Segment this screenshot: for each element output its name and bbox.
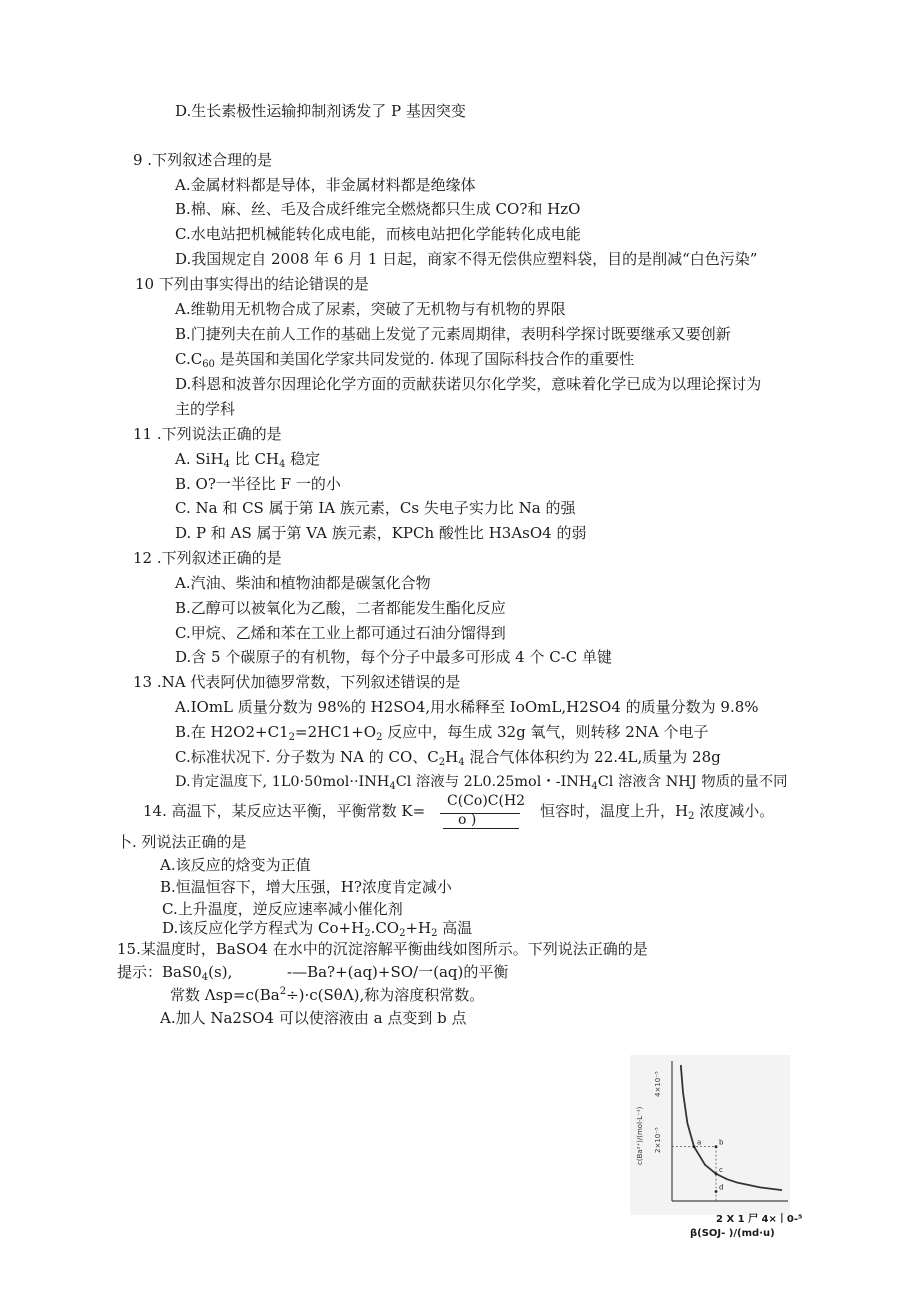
q15-hint-ksp bbox=[170, 985, 484, 1005]
q9-option-a: A.金属材料都是导体，非金属材料都是绝缘体 bbox=[175, 176, 476, 194]
q13b-s2: 2 bbox=[376, 732, 383, 743]
q11a-t1: A. SiH bbox=[175, 450, 224, 468]
q13c-t2: H bbox=[445, 748, 459, 766]
q10-option-d-cont: 主的学科 bbox=[175, 400, 236, 418]
q13-stem: 13 .NA 代表阿伏加德罗常数，下列叙述错误的是 bbox=[133, 673, 461, 691]
q13d-s2: 4 bbox=[591, 781, 598, 792]
q15-hint2-t2: ÷)·c(SθΛ),称为溶度积常数。 bbox=[286, 986, 485, 1004]
q15-hint-t1: 提示：BaS0 bbox=[117, 963, 202, 981]
q13b-t2: =2HC1+O bbox=[295, 723, 377, 741]
chart-y-tick-4e-5: 4×10⁻⁵ bbox=[654, 1071, 662, 1097]
q13b-t3: 反应中，每生成 32g 氧气，则转移 2NA 个电子 bbox=[382, 723, 709, 741]
q14D-s2: 2 bbox=[399, 928, 406, 939]
q10-stem: 10 下列由事实得出的结论错误的是 bbox=[135, 275, 369, 293]
q14-t3: 浓度减小。 bbox=[694, 802, 775, 820]
bas04-solubility-chart bbox=[630, 1055, 790, 1215]
q15-hint-s: 4 bbox=[201, 972, 209, 983]
q14-stem-line2: 卜. 列说法正确的是 bbox=[117, 833, 247, 851]
q12-option-d: D.含 5 个碳原子的有机物，每个分子中最多可形成 4 个 C-C 单键 bbox=[175, 648, 612, 666]
q10-option-c bbox=[175, 349, 634, 369]
q11a-s2: 4 bbox=[279, 459, 286, 470]
q12-option-c: C.甲烷、乙烯和苯在工业上都可通过石油分馏得到 bbox=[175, 624, 506, 642]
chart-point-label-b: b bbox=[719, 1138, 724, 1147]
q14D-t1: D.该反应化学方程式为 Co+H bbox=[162, 919, 365, 937]
q13-option-b bbox=[175, 722, 709, 742]
q11-option-d: D. P 和 AS 属于第 VA 族元素，KPCh 酸性比 H3AsO4 的弱 bbox=[175, 524, 587, 542]
q12-stem: 12 .下列叙述正确的是 bbox=[133, 549, 282, 567]
q11a-s1: 4 bbox=[223, 459, 230, 470]
chart-point-c bbox=[715, 1172, 718, 1175]
q13-option-c bbox=[175, 747, 721, 767]
q14D-s1: 2 bbox=[364, 928, 371, 939]
q15-hint-equilibrium: -—Ba?+(aq)+SO/一(aq)的平衡 bbox=[287, 963, 509, 981]
q9-stem: 9 .下列叙述合理的是 bbox=[133, 151, 273, 169]
q14-option-d bbox=[162, 918, 472, 938]
q14-fraction-bar bbox=[440, 813, 520, 814]
q11-option-b: B. O?一半径比 F 一的小 bbox=[175, 475, 341, 493]
q15-hint2-sup: 2 bbox=[279, 986, 287, 997]
q13-option-a: A.IOmL 质量分数为 98%的 H2SO4,用水稀释至 IoOmL,H2SO4 的质量分数为 9.8% bbox=[175, 698, 759, 716]
q12-option-a: A.汽油、柴油和植物油都是碳氢化合物 bbox=[175, 574, 431, 592]
q14-stem: 14. 高温下，某反应达平衡，平衡常数 K= bbox=[143, 802, 426, 820]
q13d-t3: Cl 溶液含 NHJ 物质的量不同 bbox=[597, 774, 788, 790]
q13b-s1: 2 bbox=[288, 732, 295, 743]
q15-hint-label bbox=[117, 962, 232, 982]
chart-point-label-d: d bbox=[719, 1183, 724, 1192]
chart-point-a bbox=[693, 1145, 696, 1148]
chart-point-d bbox=[715, 1190, 718, 1193]
q11a-t2: 比 CH bbox=[229, 450, 280, 468]
chart-y-tick-2e-5: 2×10⁻⁵ bbox=[654, 1127, 662, 1153]
q13d-s1: 4 bbox=[389, 781, 396, 792]
q14-stem-cont bbox=[540, 801, 774, 821]
q14-fraction-numerator: C(Co)C(H2 bbox=[447, 793, 526, 809]
q14-fraction-underline bbox=[443, 828, 519, 829]
chart-x-axis-label: β(SOJ- )/(md·u) bbox=[690, 1228, 775, 1239]
q15-stem: 15.某温度时，BaSO4 在水中的沉淀溶解平衡曲线如图所示。下列说法正确的是 bbox=[117, 940, 648, 958]
chart-point-label-c: c bbox=[719, 1165, 723, 1174]
q13-option-d bbox=[175, 772, 788, 792]
q8-option-d: D.生长素极性运输抑制剂诱发了 P 基因突变 bbox=[175, 102, 466, 120]
q15-hint-t2: (s), bbox=[208, 963, 233, 981]
q12-option-b: B.乙醇可以被氧化为乙酸，二者都能发生酯化反应 bbox=[175, 599, 506, 617]
q13c-t1: C.标准状况下. 分子数为 NA 的 CO、C bbox=[175, 748, 439, 766]
q9-option-d: D.我国规定自 2008 年 6 月 1 日起，商家不得无偿供应塑料袋，目的是削减“白色污染” bbox=[175, 250, 758, 268]
q14D-t3: +H bbox=[405, 919, 432, 937]
q10-option-d: D.科恩和波普尔因理论化学方面的贡献获诺贝尔化学奖，意味着化学已成为以理论探讨为 bbox=[175, 375, 762, 393]
chart-point-b bbox=[715, 1145, 718, 1148]
q14-fraction-denominator: o ) bbox=[458, 812, 477, 828]
q14D-t2: .CO bbox=[370, 919, 400, 937]
q9-option-c: C.水电站把机械能转化成电能，而核电站把化学能转化成电能 bbox=[175, 225, 581, 243]
q11-option-a bbox=[175, 449, 320, 469]
q13b-t1: B.在 H2O2+C1 bbox=[175, 723, 289, 741]
q10c-text-rest: 是英国和美国化学家共同发觉的. 体现了国际科技合作的重要性 bbox=[214, 350, 635, 368]
q11-option-c: C. Na 和 CS 属于第 IA 族元素，Cs 失电子实力比 Na 的强 bbox=[175, 499, 576, 517]
q11a-t3: 稳定 bbox=[285, 450, 321, 468]
chart-y-axis-label: c(Ba²⁺)/(mol·L⁻¹) bbox=[636, 1106, 644, 1165]
q15-hint2-t1: 常数 Λsp=c(Ba bbox=[170, 986, 280, 1004]
q13d-t1: D.肯定温度下, 1L0·50mol··INH bbox=[175, 774, 390, 790]
q14-option-a: A.该反应的焓变为正值 bbox=[160, 856, 311, 874]
q14-t2: 恒容时，温度上升，H bbox=[540, 802, 689, 820]
q13c-s2: 4 bbox=[458, 757, 465, 768]
q10c-text: C.C bbox=[175, 350, 203, 368]
q14D-t4: 高温 bbox=[437, 919, 473, 937]
q11-stem: 11 .下列说法正确的是 bbox=[133, 425, 282, 443]
q10-option-b: B.门捷列夫在前人工作的基础上发觉了元素周期律，表明科学探讨既要继承又要创新 bbox=[175, 325, 731, 343]
q14-option-c: C.上升温度，逆反应速率减小催化剂 bbox=[162, 900, 403, 918]
q13c-s1: 2 bbox=[438, 757, 446, 768]
q15-option-a: A.加人 Na2SO4 可以使溶液由 a 点变到 b 点 bbox=[160, 1009, 467, 1027]
q13c-t3: 混合气体体积约为 22.4L,质量为 28g bbox=[464, 748, 721, 766]
q10c-sub: 60 bbox=[202, 359, 215, 370]
chart-x-tick-labels: 2 X 1 尸 4×丨0-⁵ bbox=[716, 1214, 803, 1225]
q13d-t2: Cl 溶液与 2L0.25mol・-INH bbox=[395, 774, 592, 790]
chart-point-label-a: a bbox=[697, 1138, 702, 1147]
q14-s: 2 bbox=[688, 811, 695, 822]
q10-option-a: A.维勒用无机物合成了尿素，突破了无机物与有机物的界限 bbox=[175, 300, 566, 318]
q14D-s3: 2 bbox=[431, 928, 438, 939]
q14-option-b: B.恒温恒容下，增大压强，H?浓度肯定减小 bbox=[160, 878, 452, 896]
q9-option-b: B.棉、麻、丝、毛及合成纤维完全燃烧都只生成 CO?和 HzO bbox=[175, 200, 581, 218]
